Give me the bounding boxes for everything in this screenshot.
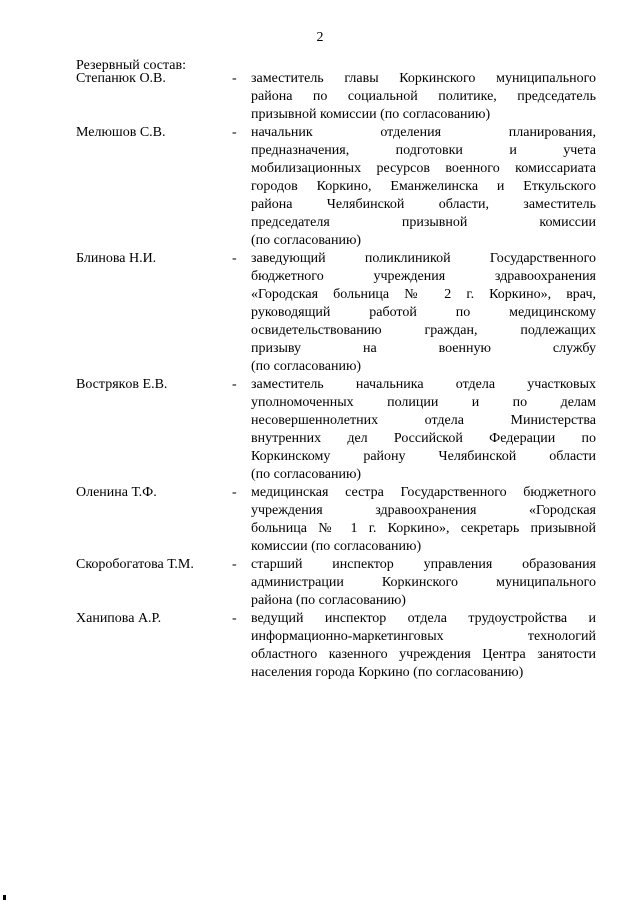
description-line: уполномоченных полиции и по делам bbox=[251, 395, 596, 410]
member-description bbox=[251, 250, 596, 376]
dash-separator: - bbox=[232, 611, 237, 626]
description-line: начальник отделения планирования, bbox=[251, 125, 596, 140]
page-number: 2 bbox=[316, 30, 324, 45]
description-line: учреждения здравоохранения «Городская bbox=[251, 503, 596, 518]
member-name: Скоробогатова Т.М. bbox=[76, 557, 194, 572]
description-line: освидетельствованию граждан, подлежащих bbox=[251, 323, 596, 338]
member-name: Вострякoв Е.В. bbox=[76, 377, 168, 392]
description-line: бюджетного учреждения здравоохранения bbox=[251, 269, 596, 284]
description-line: Коркинскому району Челябинской области bbox=[251, 449, 596, 464]
member-name: Блинова Н.И. bbox=[76, 251, 157, 266]
dash-separator: - bbox=[232, 125, 237, 140]
member-entry bbox=[76, 124, 596, 250]
description-line: заместитель главы Коркинского муниципального bbox=[251, 71, 596, 86]
member-description bbox=[251, 70, 596, 124]
member-description bbox=[251, 124, 596, 250]
description-line: ведущий инспектор отдела трудоустройства и bbox=[251, 611, 596, 626]
description-line: (по согласованию) bbox=[251, 233, 362, 248]
member-name: Оленина Т.Ф. bbox=[76, 485, 157, 500]
description-line: руководящий работой по медицинскому bbox=[251, 305, 596, 320]
dash-separator: - bbox=[232, 557, 237, 572]
description-line: (по согласованию) bbox=[251, 359, 362, 374]
description-line: призыву на военную службу bbox=[251, 341, 596, 356]
description-line: городов Коркино, Еманжелинска и Еткульского bbox=[251, 179, 596, 194]
description-line: предназначения, подготовки и учета bbox=[251, 143, 596, 158]
description-line: председателя призывной комиссии bbox=[251, 215, 596, 230]
member-entry bbox=[76, 250, 596, 376]
description-line: медицинская сестра Государственного бюджетного bbox=[251, 485, 596, 500]
member-entry bbox=[76, 376, 596, 484]
members-list bbox=[76, 70, 596, 682]
member-description bbox=[251, 610, 596, 682]
description-line: района Челябинской области, заместитель bbox=[251, 197, 596, 212]
description-line: администрации Коркинского муниципального bbox=[251, 575, 596, 590]
member-entry bbox=[76, 484, 596, 556]
description-line: комиссии (по согласованию) bbox=[251, 539, 422, 554]
dash-separator: - bbox=[232, 485, 237, 500]
member-entry bbox=[76, 70, 596, 124]
member-entry bbox=[76, 556, 596, 610]
description-line: района (по согласованию) bbox=[251, 593, 406, 608]
member-description bbox=[251, 556, 596, 610]
member-name: Ханипова А.Р. bbox=[76, 611, 162, 626]
dash-separator: - bbox=[232, 251, 237, 266]
description-line: мобилизационных ресурсов военного комиссариата bbox=[251, 161, 596, 176]
section-title: Резервный состав: bbox=[76, 58, 187, 73]
description-line: населения города Коркино (по согласованию) bbox=[251, 665, 524, 680]
member-description bbox=[251, 484, 596, 556]
description-line: призывной комиссии (по согласованию) bbox=[251, 107, 491, 122]
member-name: Мелюшов С.В. bbox=[76, 125, 166, 140]
scan-mark bbox=[3, 895, 6, 900]
description-line: больница № 1 г. Коркино», секретарь призывной bbox=[251, 521, 596, 536]
description-line: (по согласованию) bbox=[251, 467, 362, 482]
member-entry bbox=[76, 610, 596, 682]
description-line: района по социальной политике, председатель bbox=[251, 89, 596, 104]
description-line: «Городская больница № 2 г. Коркино», врач, bbox=[251, 287, 596, 302]
dash-separator: - bbox=[232, 71, 237, 86]
description-line: внутренних дел Российской Федерации по bbox=[251, 431, 596, 446]
description-line: старший инспектор управления образования bbox=[251, 557, 596, 572]
description-line: заместитель начальника отдела участковых bbox=[251, 377, 596, 392]
dash-separator: - bbox=[232, 377, 237, 392]
description-line: заведующий поликлиникой Государственного bbox=[251, 251, 596, 266]
description-line: областного казенного учреждения Центра занятости bbox=[251, 647, 596, 662]
member-description bbox=[251, 376, 596, 484]
member-name: Степанюк О.В. bbox=[76, 71, 166, 86]
description-line: несовершеннолетних отдела Министерства bbox=[251, 413, 596, 428]
description-line: информационно-маркетинговых технологий bbox=[251, 629, 596, 644]
